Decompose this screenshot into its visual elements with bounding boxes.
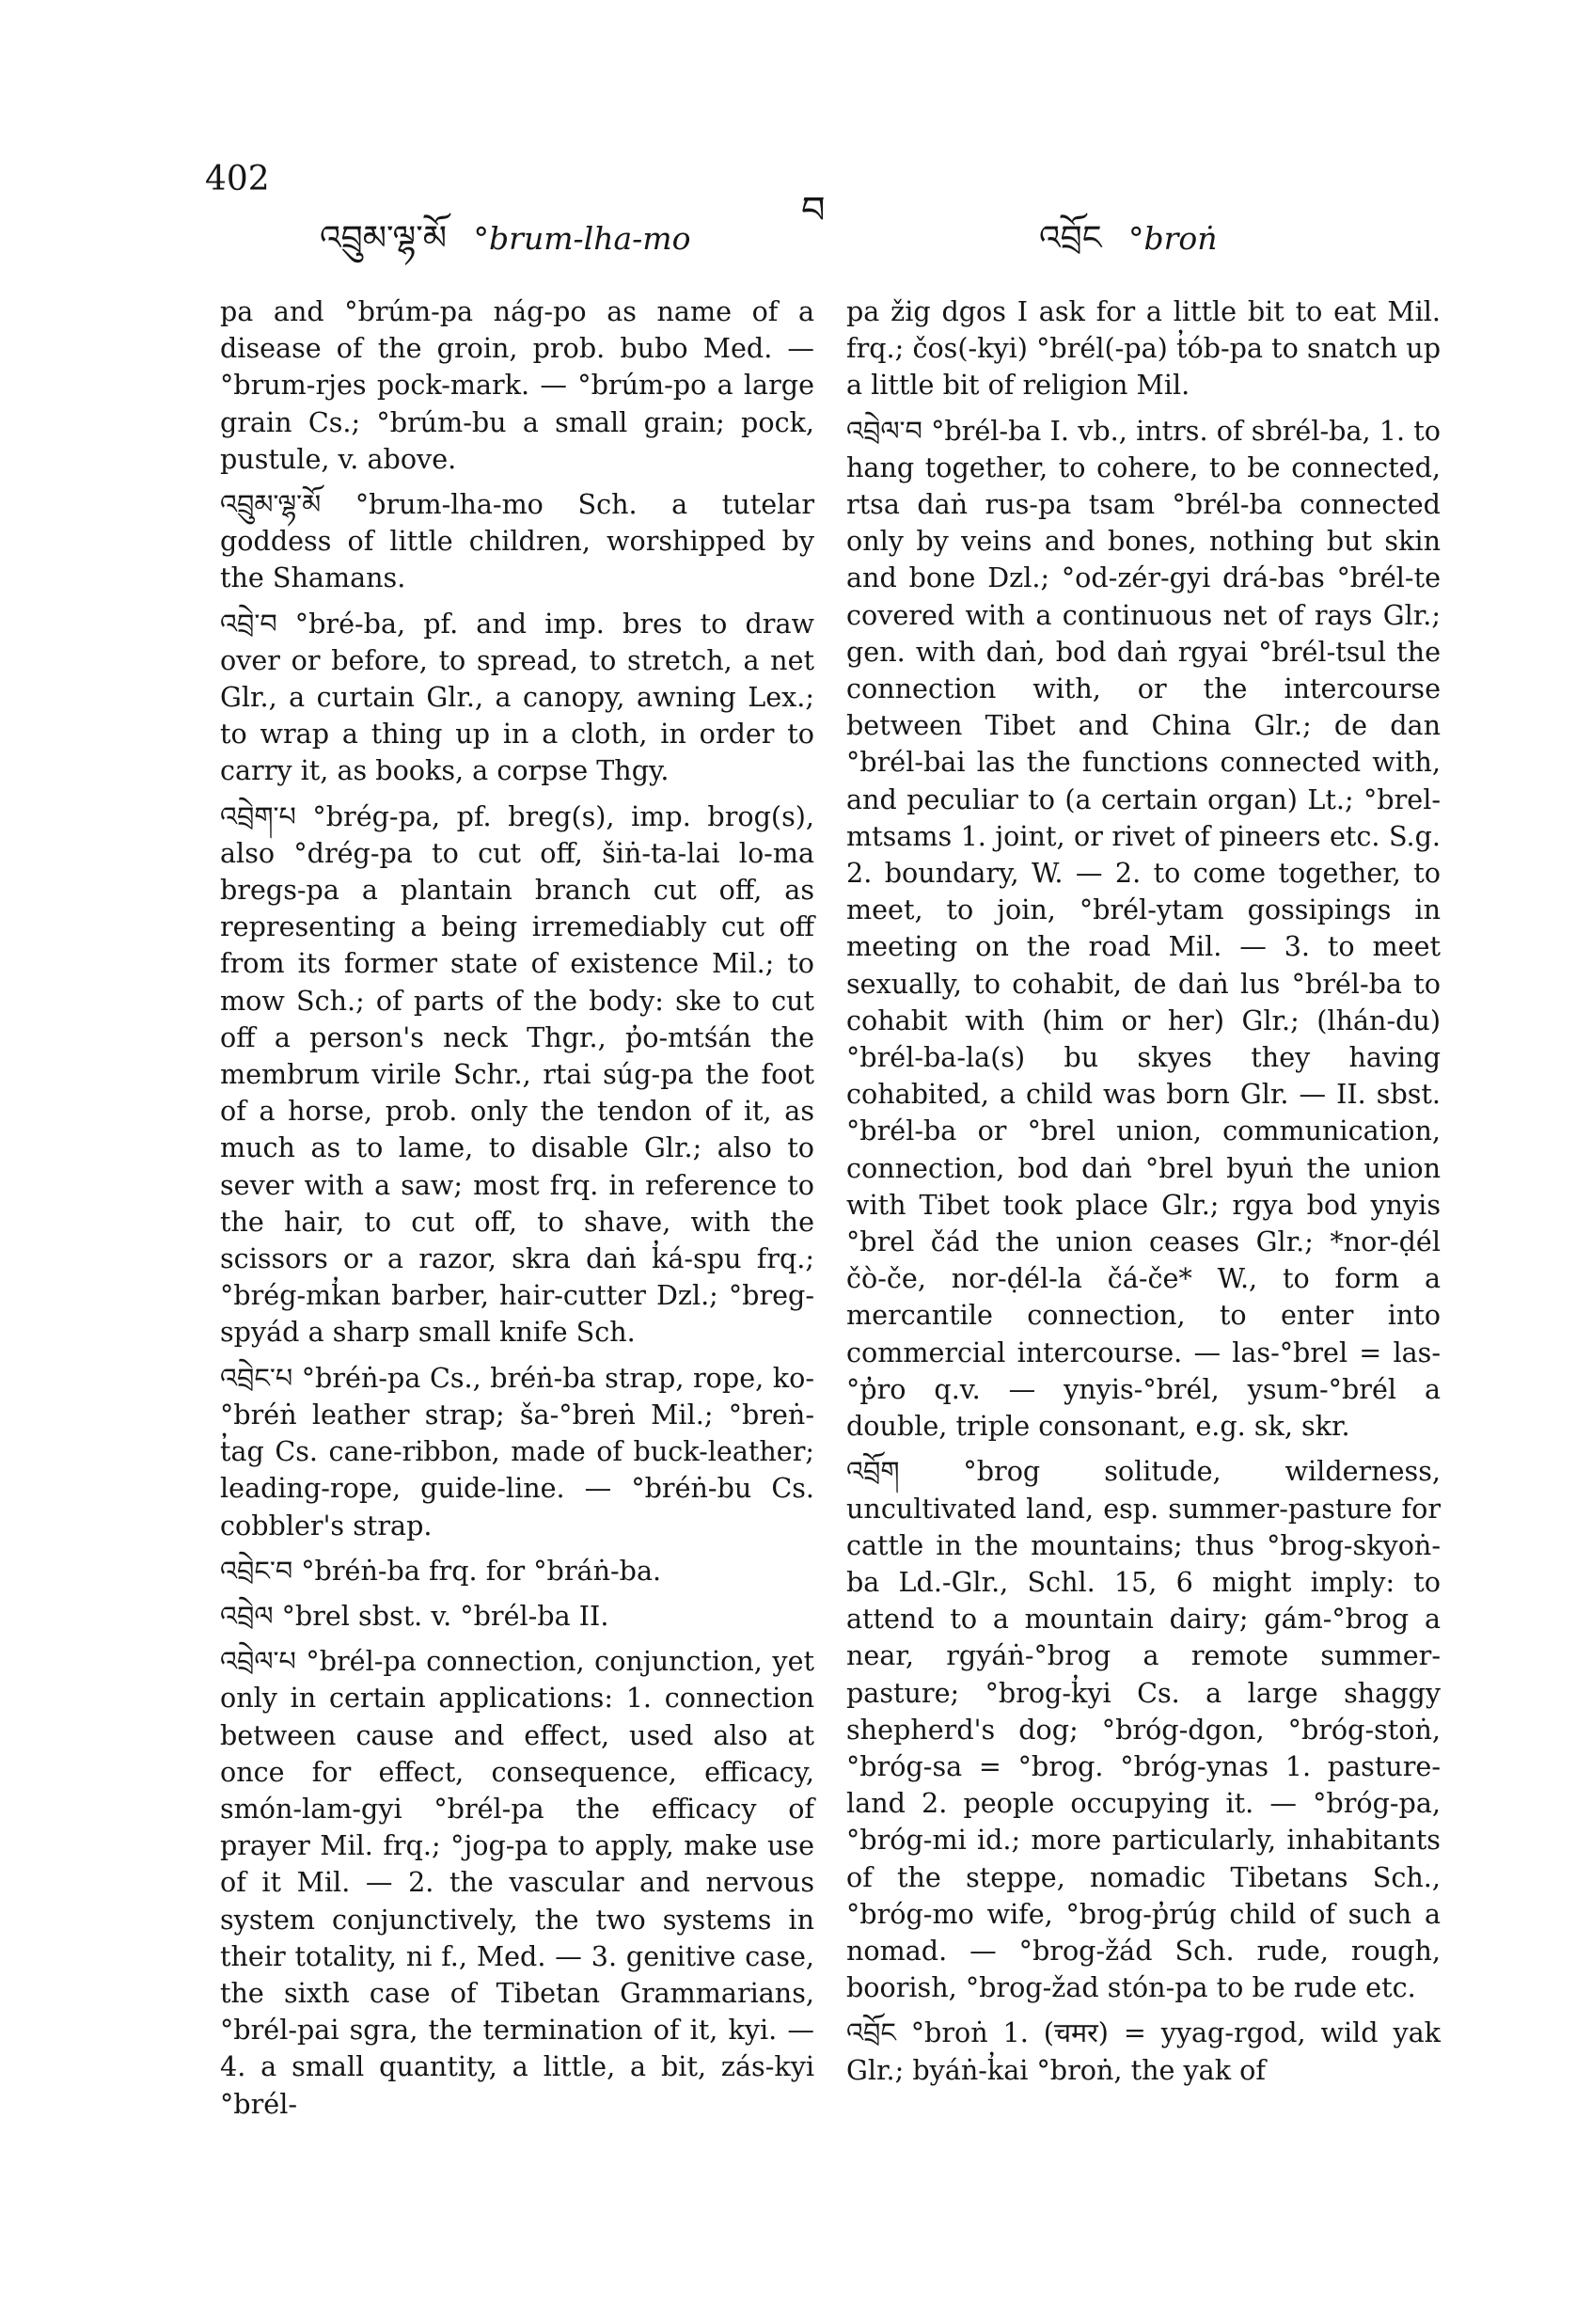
running-head-right-tibetan: འབྲོང [1039, 219, 1102, 258]
running-head-left-tibetan: འབྲུམ་ལྷ་མོ [320, 219, 448, 258]
entry-continuation: pa žig dgos I ask for a little bit to eat Mil. frq.; čos(-kyi) °brél(-pa) t̓ób-pa to snatch up a little bit of religion Mil. [846, 295, 1441, 402]
entry-brum-lha-mo: འབྲུམ་ལྷ་མོ °brum-lha-mo Sch. a tutelar goddess of little children, worshipped by the Shamans. [220, 488, 814, 594]
entry-bren-pa: འབྲེང་པ °bréṅ-pa Cs., bréṅ-ba strap, rope, ko-°bréṅ leather strap; ša-°breṅ Mil.; °breṅ-t̓ag Cs. cane-ribbon, made of buck-leather; leading-rope, guide-line. — °bréṅ-bu Cs. cobbler's strap. [220, 1361, 814, 1541]
entry-brel-ba: འབྲེལ་བ °brél-ba I. vb., intrs. of sbrél-ba, 1. to hang together, to cohere, to be connected, rtsa daṅ rus-pa tsam °brél-ba connected only by veins and bones, nothing but skin and bone Dzl.; °od-zér-gyi drá-bas °brél-te covered with a continuous net of rays Glr.; gen. with daṅ, bod daṅ rgyai °brél-tsul the connection with, or the intercourse between Tibet and China Glr.; de dan °brél-bai las the functions connected with, and peculiar to (a certain organ) Lt.; °brel-mtsams 1. joint, or rivet of pineers etc. S.g. 2. boundary, W. — 2. to come together, to meet, to join, °brél-ytam gossipings in meeting on the road Mil. — 3. to meet sexually, to cohabit, de daṅ lus °brél-ba to cohabit with (him or her) Glr.; (lhán-du) °brél-ba-la(s) bu skyes they having cohabited, a child was born Glr. — II. sbst. °brél-ba or °brel union, communication, connection, bod daṅ °brel byuṅ the union with Tibet took place Glr.; rgya bod ynyis °brel čád the union ceases Glr.; *nor-ḍél čò-če, nor-ḍél-la čá-če* W., to form a mercantile connection, to enter into commercial intercourse. — las-°brel = las-°p̓ro q.v. — ynyis-°brél, ysum-°brél a double, triple consonant, e.g. sk, skr. [846, 414, 1441, 1443]
entry-brel-pa: འབྲེལ་པ °brél-pa connection, conjunction, yet only in certain applications: 1. connection between cause and effect, used also at once for effect, consequence, efficacy, smón-lam-gyi °brél-pa the efficacy of prayer Mil. frq.; °jog-pa to apply, make use of it Mil. — 2. the vascular and nervous system conjunctively, the two systems in their totality, ni f., Med. — 3. genitive case, the sixth case of Tibetan Grammarians, °brél-pai sgra, the termination of it, kyi. — 4. a small quantity, a little, a bit, zás-kyi °brél- [220, 1645, 814, 2120]
section-letter: བ [801, 189, 826, 232]
entry-bren-ba: འབྲེང་བ °bréṅ-ba frq. for °bráṅ-ba. [220, 1554, 662, 1587]
entry-bron: འབྲོང °broṅ 1. (चमर) = yyag-rgod, wild yak Glr.; byáṅ-k̓ai °broṅ, the yak of [846, 2016, 1441, 2086]
running-head-right-translit: °broṅ [1128, 220, 1218, 257]
left-column [220, 293, 814, 2123]
running-head-left-translit: °brum-lha-mo [473, 220, 691, 257]
right-column [846, 293, 1441, 2089]
entry-breg-pa: འབྲེག་པ °brég-pa, pf. breg(s), imp. brog(s), also °drég-pa to cut off, šiṅ-ta-lai lo-ma bregs-pa a plantain branch cut off, as representing a being irremediably cut off from its former state of existence Mil.; to mow Sch.; of parts of the body: ske to cut off a person's neck Thgr., p̓o-mtśán the membrum virile Schr., rtai súg-pa the foot of a horse, prob. only the tendon of it, as much as to lame, to disable Glr.; also to sever with a saw; most frq. in reference to the hair, to cut off, to shave, with the scissors or a razor, skra daṅ k̓á-spu frq.; °brég-mk̓an barber, hair-cutter Dzl.; °breg-spyád a sharp small knife Sch. [220, 799, 814, 1349]
entry-brog: འབྲོག °brog solitude, wilderness, uncultivated land, esp. summer-pasture for cattle in the mountains; thus °brog-skyoṅ-ba Ld.-Glr., Schl. 15, 6 might imply: to attend to a mountain dairy; gám-°brog a near, rgyáṅ-°brog a remote summer-pasture; °brog-k̓yi Cs. a large shaggy shepherd's dog; °bróg-dgon, °bróg-stoṅ, °bróg-sa = °brog. °bróg-ynas 1. pasture-land 2. people occupying it. — °bróg-pa, °bróg-mi id.; more particularly, inhabitants of the steppe, nomadic Tibetans Sch., °bróg-mo wife, °brog-p̓rúg child of such a nomad. — °brog-žád Sch. rude, rough, boorish, °brog-žad stón-pa to be rude etc. [846, 1455, 1441, 2004]
running-head-right [1039, 199, 1218, 295]
entry-brel: འབྲེལ °brel sbst. v. °brél-ba II. [220, 1599, 609, 1632]
page-number: 402 [205, 160, 270, 198]
entry-bre-ba: འབྲེ་བ °bré-ba, pf. and imp. bres to draw over or before, to spread, to stretch, a net Glr., a curtain Glr., a canopy, awning Lex.; to wrap a thing up in a cloth, in order to carry it, as books, a corpse Thgy. [220, 607, 814, 787]
entry-continuation: pa and °brúm-pa nág-po as name of a disease of the groin, prob. bubo Med. — °brum-rjes pock-mark. — °brúm-po a large grain Cs.; °brúm-bu a small grain; pock, pustule, v. above. [220, 295, 814, 475]
running-head-left [320, 199, 690, 295]
